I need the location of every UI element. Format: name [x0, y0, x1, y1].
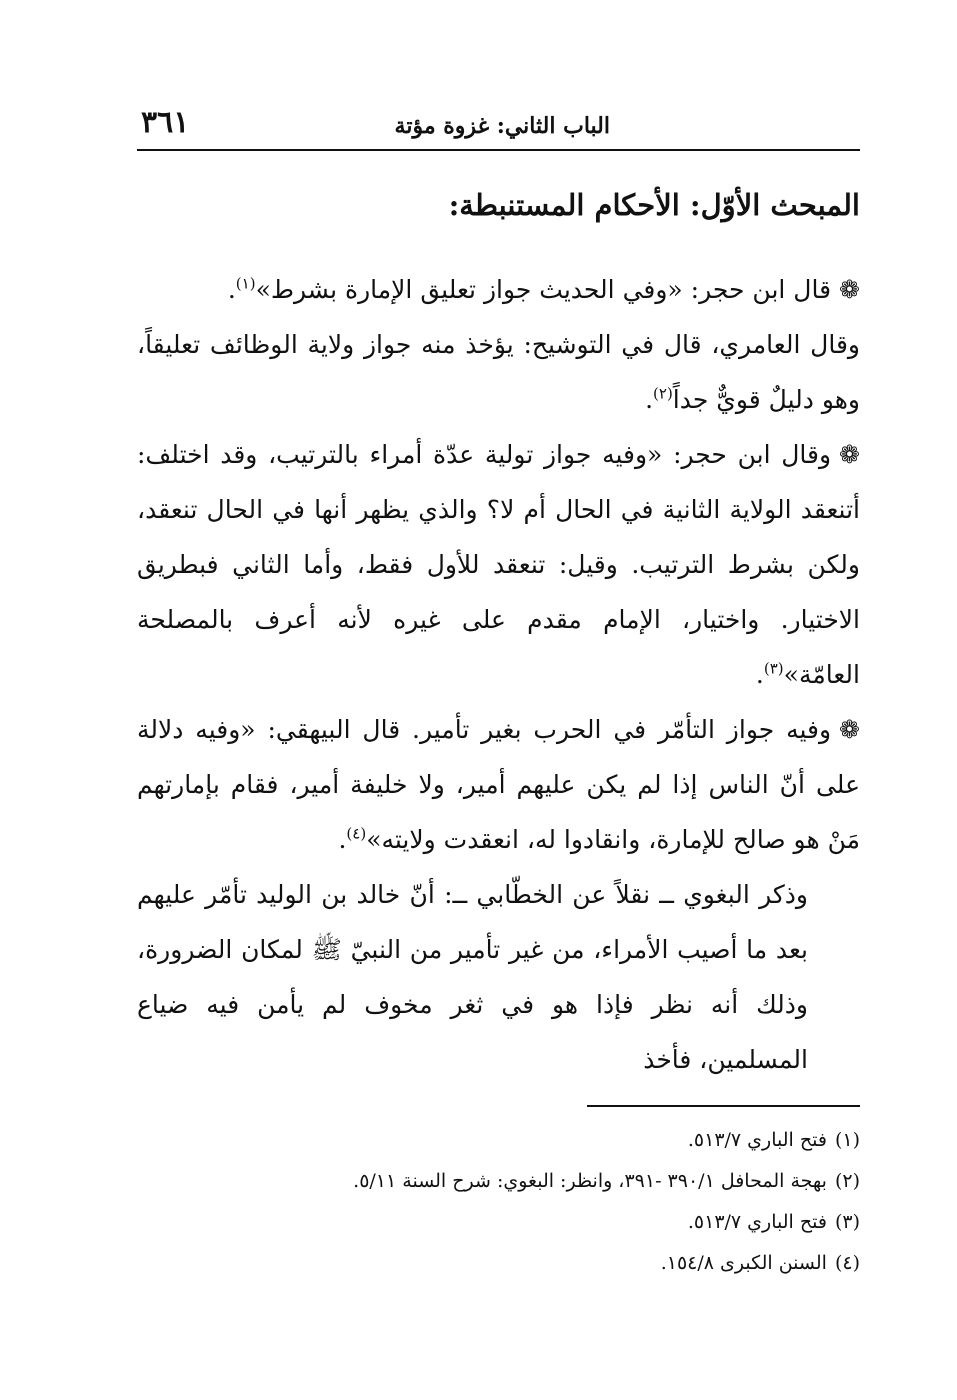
page-number: ٣٦١ [141, 105, 190, 140]
paragraph-1 [137, 262, 860, 317]
paragraph-3 [137, 427, 860, 702]
flower-bullet-icon: ❁ [839, 440, 860, 469]
footnote-1 [137, 1120, 860, 1161]
footnote-2 [137, 1161, 860, 1202]
footnotes [137, 1120, 860, 1284]
footnote-number: (١) [834, 1129, 860, 1151]
paragraph-text: قال ابن حجر: «وفي الحديث جواز تعليق الإمارة بشرط» [255, 275, 832, 304]
paragraph-text: وفيه جواز التأمّر في الحرب بغير تأمير. قال البيهقي: «وفيه دلالة على أنّ الناس إذا لم يكن عليهم أمير، ولا خليفة أمير، فقام بإمارتهم مَنْ هو صالح للإمارة، وانقادوا له، انعقدت ولايته» [137, 715, 860, 854]
footnote-text: فتح الباري ٥١٣/٧. [687, 1211, 827, 1233]
chapter-title: الباب الثاني: غزوة مؤتة [394, 113, 610, 139]
paragraph-5 [137, 867, 860, 1087]
footnote-number: (٣) [834, 1211, 860, 1233]
footnote-text: السنن الكبرى ١٥٤/٨. [660, 1252, 827, 1274]
footnote-4 [137, 1243, 860, 1284]
paragraph-text: وقال ابن حجر: «وفيه جواز تولية عدّة أمراء بالترتيب، وقد اختلف: أتنعقد الولاية الثانية في الحال أم لا؟ والذي يظهر أنها في الحال تنعقد، ولكن بشرط الترتيب. وقيل: تنعقد للأول فقط، وأما الثاني فبطريق الاختيار. واختيار، الإمام مقدم على غيره لأنه أعرف بالمصلحة العامّة» [137, 440, 860, 689]
footnote-number: (٤) [834, 1252, 860, 1274]
footnote-marker: (٣) [763, 659, 784, 678]
paragraph-end: . [755, 660, 764, 689]
paragraph-2 [137, 317, 860, 427]
paragraph-4 [137, 702, 860, 867]
footnote-text: بهجة المحافل ٣٩٠/١ -٣٩١، وانظر: البغوي: شرح السنة ٥/١١. [353, 1170, 827, 1192]
header-divider [137, 149, 860, 151]
paragraph-text: وذكر البغوي ــ نقلاً عن الخطّابي ــ: أنّ خالد بن الوليد تأمّر عليهم بعد ما أصيب الأمراء، من غير تأمير من النبيّ ﷺ لمكان الضرورة، وذلك أنه نظر فإذا هو في ثغر مخوف لم يأمن فيه ضياع المسلمين، فأخذ [137, 880, 808, 1074]
running-header [137, 105, 860, 145]
footnote-marker: (٢) [653, 384, 673, 403]
footnote-marker: (٤) [346, 824, 367, 843]
flower-bullet-icon: ❁ [839, 275, 860, 304]
paragraph-end: . [645, 385, 654, 414]
paragraph-end: . [338, 825, 347, 854]
flower-bullet-icon: ❁ [839, 715, 860, 744]
footnote-3 [137, 1202, 860, 1243]
main-text [137, 262, 860, 1087]
footnote-divider [587, 1105, 860, 1107]
footnote-marker: (١) [235, 274, 256, 293]
paragraph-text: وقال العامري، قال في التوشيح: يؤخذ منه جواز ولاية الوظائف تعليقاً، وهو دليلٌ قويٌّ جداً [137, 330, 860, 414]
footnote-number: (٢) [834, 1170, 860, 1192]
paragraph-end: . [227, 275, 236, 304]
section-heading: المبحث الأوّل: الأحكام المستنبطة: [448, 188, 860, 222]
footnote-text: فتح الباري ٥١٣/٧. [687, 1129, 827, 1151]
